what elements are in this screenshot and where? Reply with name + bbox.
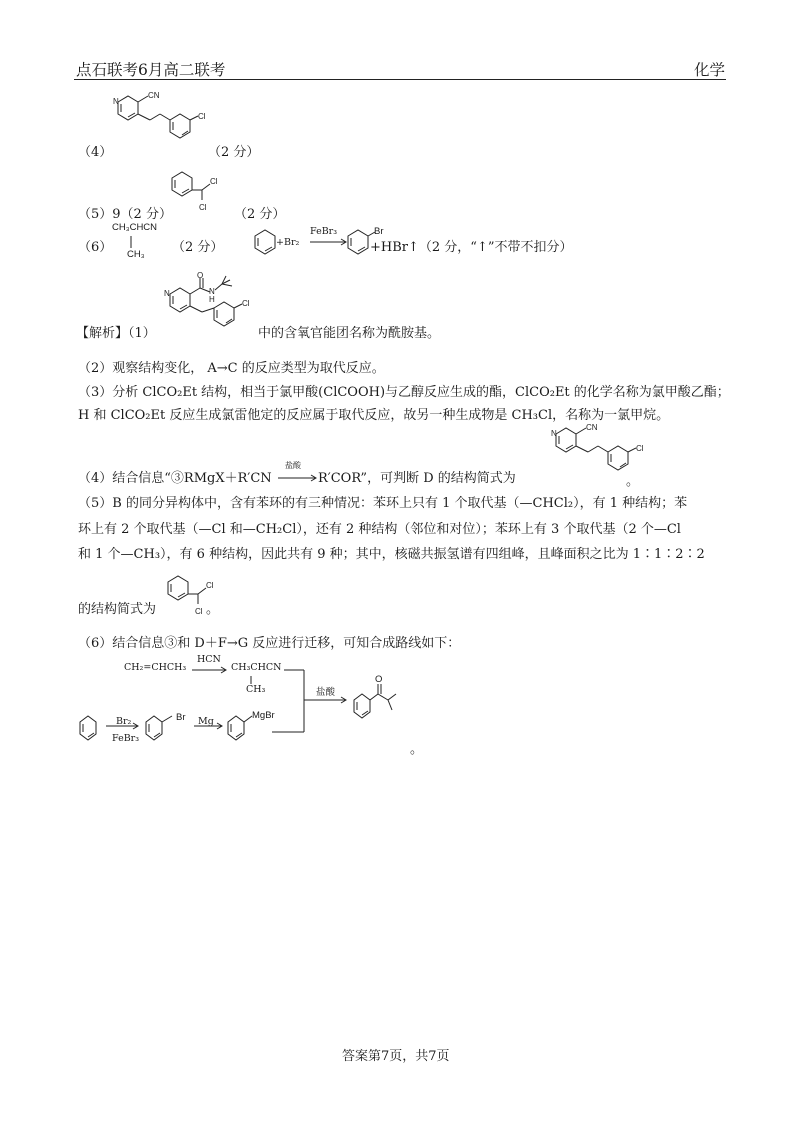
answer6-formula-top: CH₃CHCN	[112, 222, 158, 233]
analysis5-cl-label-1: Cl	[206, 581, 214, 590]
footer-page: 答案第7页，共7页	[342, 1049, 450, 1064]
answer6-score: （2 分）	[172, 240, 224, 255]
analysis-tag: 【解析】（1）	[76, 326, 156, 341]
answer6-formula-bottom: CH₃	[127, 249, 145, 260]
route-nitrile-top: CH₃CHCN	[231, 662, 282, 673]
answer4-n-label: N	[113, 97, 119, 106]
answer5-cl-label-1: Cl	[210, 177, 218, 186]
answer5-label: （5）9（2 分）	[78, 207, 172, 222]
header-right: 化学	[694, 61, 726, 79]
answer4-score: （2 分）	[208, 145, 260, 160]
analysis4-end: 。	[626, 474, 640, 489]
route-product-o-label: O	[375, 674, 383, 685]
answer6-plus-br2: +Br₂	[276, 237, 300, 248]
answer6-rhs-tail: +HBr↑（2 分，“↑”不带不扣分）	[370, 240, 573, 255]
route-diagram	[76, 650, 416, 750]
answer4-cn-label: CN	[148, 91, 160, 100]
answer5-cl-label-2: Cl	[199, 203, 207, 212]
analysis1-o-label: O	[197, 271, 204, 280]
header-rule	[74, 79, 726, 80]
header-left: 点石联考6月高二联考	[76, 61, 226, 79]
answer6-reagent: FeBr₃	[310, 226, 338, 237]
analysis2-text: （2）观察结构变化， A→C 的反应类型为取代反应。	[78, 361, 385, 376]
analysis1-cl-label: Cl	[242, 299, 250, 308]
answer6-label: （6）	[78, 240, 113, 255]
analysis4-arrow-label: 盐酸	[285, 461, 301, 470]
analysis1-h-label: H	[209, 295, 215, 304]
analysis1-ring-n-label: N	[164, 289, 170, 298]
analysis4-cl-label: Cl	[636, 444, 644, 453]
answer6-product-br: Br	[374, 226, 384, 237]
analysis1-text: 中的含氧官能团名称为酰胺基。	[258, 326, 441, 341]
answer4-label: （4）	[78, 145, 113, 160]
analysis5-line2: 环上有 2 个取代基（—Cl 和—CH₂Cl），还有 2 种结构（邻位和对位）；苯环上有 3 个取代基（2 个—Cl	[78, 522, 681, 537]
answer4-cl-label: Cl	[198, 112, 206, 121]
analysis5-line3: 和 1 个—CH₃），有 6 种结构，因此共有 9 种；其中，核磁共振氢谱有四组峰，且峰面积之比为 1∶1∶2∶2	[78, 547, 705, 562]
analysis4-mid: R′COR”，可判断 D 的结构简式为	[318, 471, 516, 486]
route-hcl: 盐酸	[316, 687, 336, 698]
answer5-score: （2 分）	[234, 207, 286, 222]
route-br2: Br₂	[116, 716, 132, 727]
analysis4-n-label: N	[551, 429, 557, 438]
analysis1-n-label: N	[209, 287, 215, 296]
analysis6-text: （6）结合信息③和 D＋F→G 反应进行迁移，可知合成路线如下：	[78, 636, 461, 651]
analysis5-line4: 的结构简式为	[78, 602, 157, 617]
route-mg: Mg	[198, 716, 214, 727]
route-br: Br	[176, 712, 186, 723]
answer5-structure	[162, 168, 232, 218]
answer4-structure	[98, 92, 208, 152]
route-end: 。	[410, 742, 424, 757]
analysis5-end: 。	[206, 602, 220, 617]
analysis4-cn-label: CN	[586, 423, 598, 432]
route-start: CH₂=CHCH₃	[124, 662, 187, 673]
analysis3-line2: H 和 ClCO₂Et 反应生成氯雷他定的反应属于取代反应，故另一种生成物是 CH₃Cl，名称为一氯甲烷。	[78, 408, 670, 423]
route-mgbr: MgBr	[252, 710, 275, 721]
route-nitrile-bottom: CH₃	[246, 684, 266, 695]
analysis1-structure	[160, 272, 270, 332]
route-hcn: HCN	[197, 654, 221, 665]
analysis3-line1: （3）分析 ClCO₂Et 结构，相当于氯甲酸(ClCOOH)与乙醇反应生成的酯，ClCO₂Et 的化学名称为氯甲酸乙酯；	[78, 385, 730, 400]
analysis5-line1: （5）B 的同分异构体中，含有苯环的有三种情况：苯环上只有 1 个取代基（—CHCl₂），有 1 种结构；苯	[78, 496, 688, 511]
analysis5-cl-label-2: Cl	[195, 607, 203, 616]
route-febr3: FeBr₃	[112, 733, 140, 744]
analysis4-prefix: （4）结合信息“③RMgX＋R′CN	[78, 471, 272, 486]
